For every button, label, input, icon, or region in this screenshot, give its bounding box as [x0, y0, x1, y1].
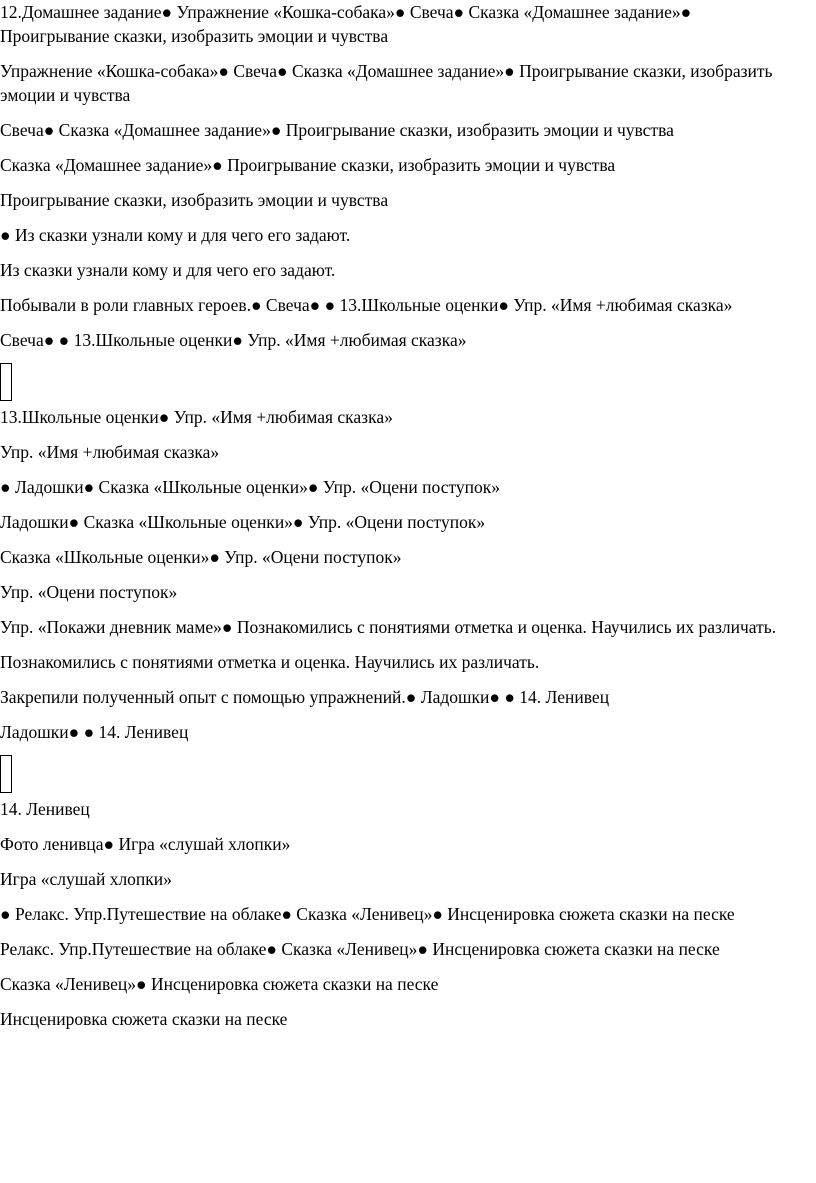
paragraph: 12.Домашнее задание● Упражнение «Кошка-собака»● Свеча● Сказка «Домашнее задание»● Проигрывание сказки, изобразить эмоции и чувства [0, 2, 692, 46]
empty-frame [0, 363, 12, 401]
paragraph: Из сказки узнали кому и для чего его задают. [0, 260, 336, 280]
paragraph: Упр. «Имя +любимая сказка» [0, 442, 220, 462]
paragraph: Свеча● ● 13.Школьные оценки● Упр. «Имя +любимая сказка» [0, 330, 467, 350]
paragraph: Познакомились с понятиями отметка и оценка. Научились их различать. [0, 652, 540, 672]
paragraph: Игра «слушай хлопки» [0, 869, 172, 889]
paragraph: ● Ладошки● Сказка «Школьные оценки»● Упр. «Оцени поступок» [0, 477, 501, 497]
paragraph: Побывали в роли главных героев.● Свеча● ● 13.Школьные оценки● Упр. «Имя +любимая сказка» [0, 295, 733, 315]
paragraph: ● Релакс. Упр.Путешествие на облаке● Сказка «Ленивец»● Инсценировка сюжета сказки на песке [0, 904, 735, 924]
paragraph: Упражнение «Кошка-собака»● Свеча● Сказка «Домашнее задание»● Проигрывание сказки, изобразить эмоции и чувства [0, 61, 773, 105]
paragraph: Ладошки● Сказка «Школьные оценки»● Упр. «Оцени поступок» [0, 512, 486, 532]
paragraph: Фото ленивца● Игра «слушай хлопки» [0, 834, 291, 854]
paragraph: ● Из сказки узнали кому и для чего его задают. [0, 225, 351, 245]
empty-frame [0, 755, 12, 793]
paragraph: Инсценировка сюжета сказки на песке [0, 1009, 288, 1029]
paragraph: 13.Школьные оценки● Упр. «Имя +любимая сказка» [0, 407, 393, 427]
paragraph: Сказка «Домашнее задание»● Проигрывание сказки, изобразить эмоции и чувства [0, 155, 616, 175]
paragraph: Ладошки● ● 14. Ленивец [0, 722, 189, 742]
paragraph: Упр. «Оцени поступок» [0, 582, 178, 602]
paragraph: Свеча● Сказка «Домашнее задание»● Проигрывание сказки, изобразить эмоции и чувства [0, 120, 674, 140]
paragraph: Закрепили полученный опыт с помощью упражнений.● Ладошки● ● 14. Ленивец [0, 687, 610, 707]
paragraph: Проигрывание сказки, изобразить эмоции и чувства [0, 190, 389, 210]
paragraph: Релакс. Упр.Путешествие на облаке● Сказка «Ленивец»● Инсценировка сюжета сказки на песке [0, 939, 720, 959]
paragraph: 14. Ленивец [0, 799, 90, 819]
paragraph: Сказка «Ленивец»● Инсценировка сюжета сказки на песке [0, 974, 439, 994]
paragraph: Сказка «Школьные оценки»● Упр. «Оцени поступок» [0, 547, 402, 567]
paragraph: Упр. «Покажи дневник маме»● Познакомились с понятиями отметка и оценка. Научились их различать. [0, 617, 777, 637]
